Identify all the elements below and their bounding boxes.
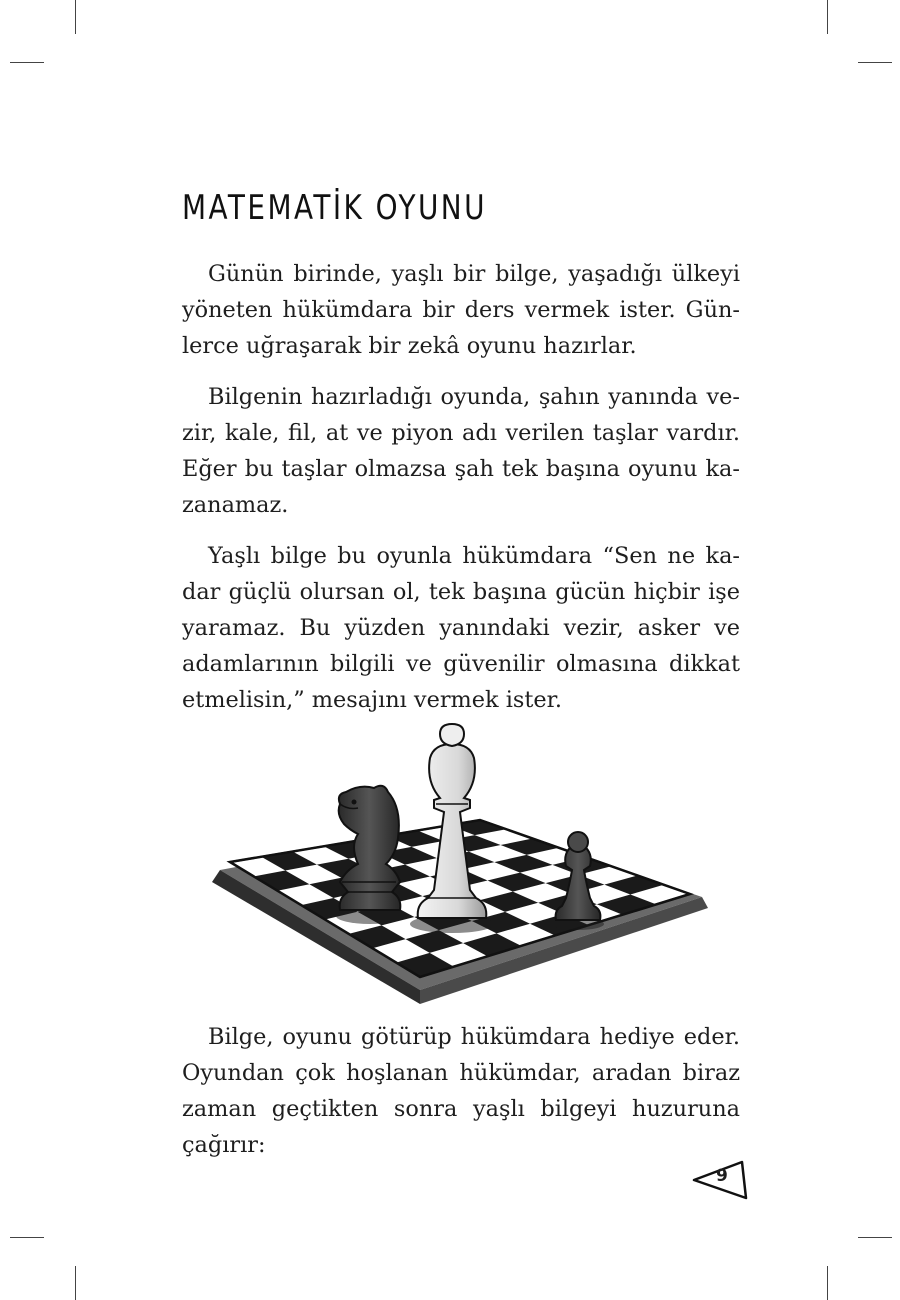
chapter-title: MATEMATİK OYUNU <box>182 188 487 228</box>
crop-mark-top-right-h <box>858 62 892 63</box>
paragraph: Bilge, oyunu götürüp hükümdara hediye eder. Oyundan çok hoşlanan hükümdar, aradan biraz zaman geçtikten sonra yaşlı bilgeyi huzuruna çağırır: <box>182 1024 740 1158</box>
crop-mark-bottom-left-h <box>10 1237 44 1238</box>
page-number-badge <box>690 1158 750 1200</box>
crop-mark-bottom-right <box>827 1266 828 1300</box>
body-text-bottom <box>182 1019 740 1178</box>
chess-illustration <box>190 722 710 1012</box>
crop-mark-top-left-h <box>10 62 44 63</box>
crop-mark-bottom-right-h <box>858 1237 892 1238</box>
paragraph: Bilgenin hazırladığı oyunda, şahın yanında vezir, kale, fil, at ve piyon adı verilen taşlar vardır. Eğer bu taşlar olmazsa şah tek başına oyunu kazanamaz. <box>182 384 740 518</box>
crop-mark-top-left <box>75 0 76 34</box>
crop-mark-bottom-left <box>75 1266 76 1300</box>
page-number: 9 <box>716 1166 728 1186</box>
paragraph: Günün birinde, yaşlı bir bilge, yaşadığı ülkeyi yöneten hükümdara bir ders vermek ister. Günlerce uğraşarak bir zekâ oyunu hazırlar. <box>182 261 740 359</box>
body-text-top <box>182 256 740 733</box>
paragraph: Yaşlı bilge bu oyunla hükümdara “Sen ne kadar güçlü olursan ol, tek başına gücün hiçbir işe yaramaz. Bu yüzden yanındaki vezir, asker ve adamlarının bilgili ve güvenilir olmasına dikkat etmelisin,” mesajını vermek ister. <box>182 543 740 713</box>
crop-mark-top-right <box>827 0 828 34</box>
